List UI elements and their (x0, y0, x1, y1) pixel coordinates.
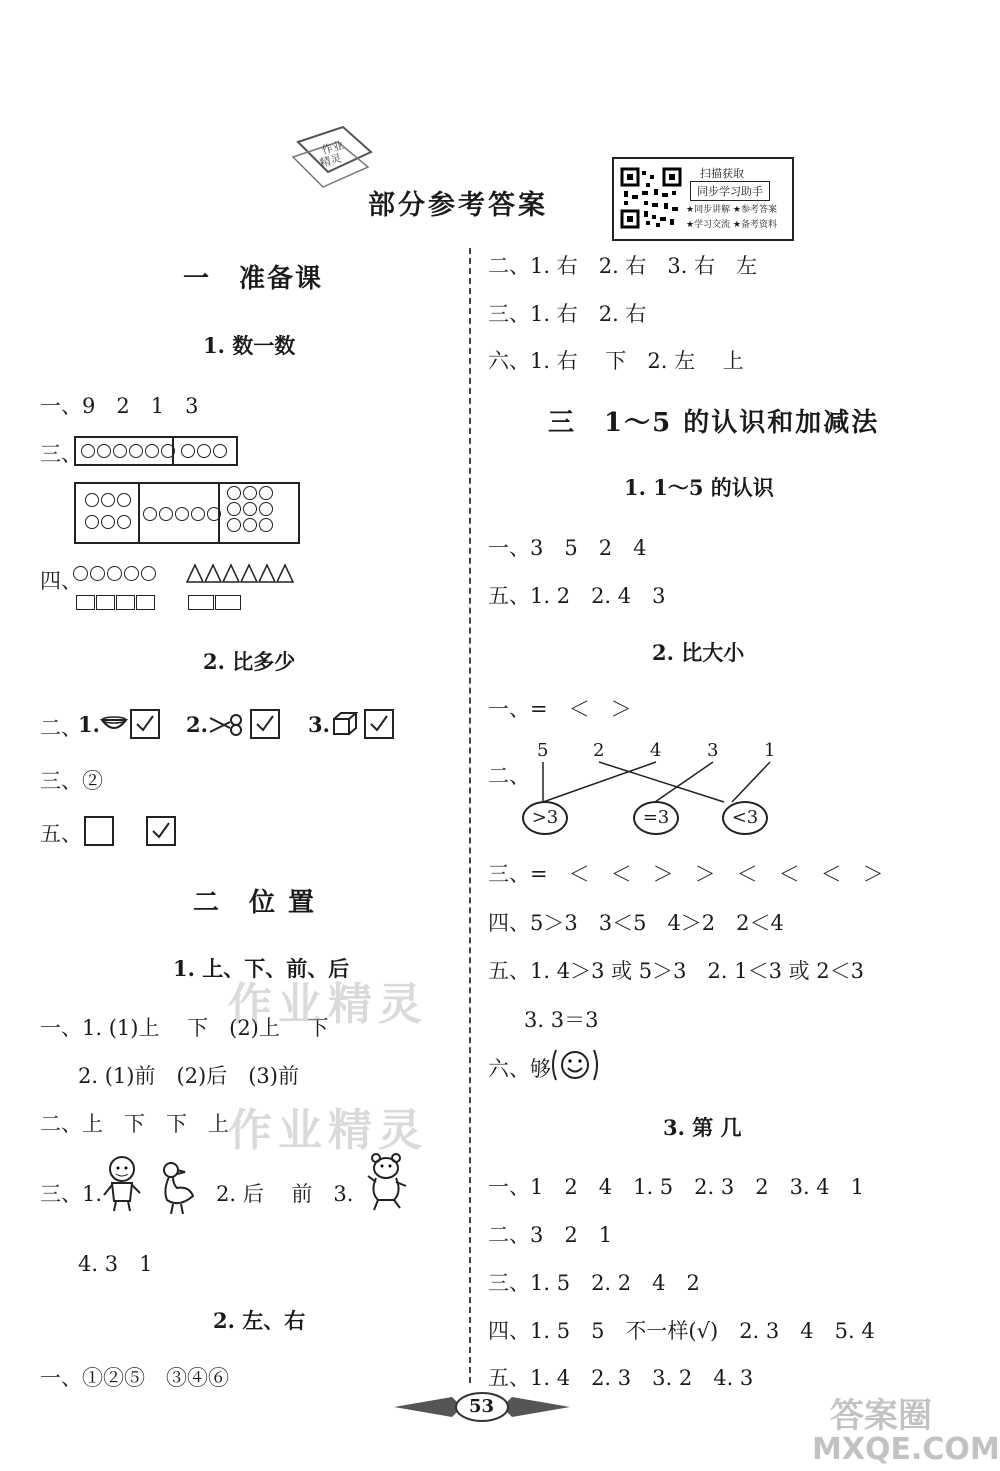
answer-line: 三、② (40, 769, 103, 793)
checkbox-checked (250, 709, 280, 739)
section-title: 2. 比多少 (203, 649, 296, 674)
chapter-3-title: 三 1～5 的认识和加减法 (548, 408, 880, 438)
duck-icon (155, 1160, 199, 1216)
answer-line: 3. 3＝3 (524, 1008, 599, 1032)
answer-number: 3. (308, 712, 330, 737)
watermark: 作业精灵 (228, 1105, 428, 1156)
square-row (76, 595, 156, 614)
answer-line: 四、5＞3 3＜5 4＞2 2＜4 (488, 911, 784, 935)
qr-code-panel[interactable] (612, 157, 794, 241)
answer-line: 三、1. 5 2. 2 4 2 (488, 1271, 700, 1295)
qr-line-2: ★学习交流 ★备考资料 (686, 220, 777, 230)
checkbox-checked (146, 816, 176, 846)
comparison-ring: <3 (722, 801, 768, 835)
answer-prefix: 四、 (40, 569, 82, 593)
stamp-logo (283, 122, 378, 192)
answer-line: 三、= ＜ ＜ ＞ ＞ ＜ ＜ ＜ ＞ (488, 862, 884, 886)
corner-site-text: MXQE.COM (812, 1432, 1000, 1467)
monkey-icon (100, 1155, 144, 1213)
checkbox-empty (84, 816, 114, 846)
page-number: 53 (469, 1396, 495, 1417)
answer-line: 六、够 (488, 1057, 551, 1081)
answer-number: 1. (78, 712, 100, 737)
column-divider (469, 248, 471, 1383)
answer-line: 2. (1)前 (2)后 (3)前 (78, 1064, 299, 1088)
answer-line: 4. 3 1 (78, 1252, 153, 1276)
corner-logo: 答案圈 (830, 1396, 932, 1436)
comparison-ring: =3 (633, 801, 679, 835)
answer-prefix: 二、 (40, 716, 82, 740)
answer-line: 五、1. 2 2. 4 3 (488, 584, 666, 608)
dot-count-box (74, 482, 300, 544)
answer-prefix: 三、 (40, 442, 82, 466)
answer-line: 一、9 2 1 3 (40, 394, 199, 418)
chapter-1-title: 一 准备课 (183, 264, 324, 294)
cube-icon (332, 711, 358, 737)
section-title: 1. 1～5 的认识 (624, 475, 774, 500)
circle-group-box (74, 436, 238, 466)
answer-line: 二、1. 右 2. 右 3. 右 左 (488, 254, 758, 278)
answer-line: 四、1. 5 5 不一样(√) 2. 3 4 5. 4 (488, 1319, 875, 1343)
answer-line: 六、1. 右 下 2. 左 上 (488, 349, 744, 373)
section-title: 1. 上、下、前、后 (173, 956, 350, 981)
svg-text:精灵: 精灵 (318, 151, 344, 170)
triangle-row (186, 563, 296, 583)
answer-line: 五、1. 4 2. 3 3. 2 4. 3 (488, 1366, 754, 1390)
match-number: 2 (593, 740, 605, 761)
match-number: 4 (650, 740, 662, 761)
answer-line: 一、①②⑤ ③④⑥ (40, 1366, 229, 1390)
section-title: 2. 比大小 (652, 640, 745, 665)
answer-line: 三、1. 右 2. 右 (488, 302, 647, 326)
bear-icon (364, 1152, 410, 1212)
checkbox-checked (130, 709, 160, 739)
answer-line: 一、1 2 4 1. 5 2. 3 2 3. 4 1 (488, 1175, 865, 1199)
watermark: 作业精灵 (228, 979, 428, 1030)
bowl-icon (100, 714, 128, 736)
square-row (188, 595, 242, 614)
chapter-2-title: 二 位 置 (193, 888, 317, 918)
section-title: 1. 数一数 (203, 333, 296, 358)
match-number: 3 (707, 740, 719, 761)
match-number: 5 (537, 740, 549, 761)
answer-number: 2. (186, 712, 208, 737)
scissors-icon (208, 714, 244, 736)
comparison-ring: >3 (522, 801, 568, 835)
answer-line: 一、= ＜ ＞ (488, 697, 632, 721)
page-title: 部分参考答案 (368, 190, 548, 221)
section-title: 2. 左、右 (213, 1308, 306, 1333)
qr-caption: 扫描获取 (700, 167, 744, 180)
smiley-icon (550, 1048, 600, 1082)
answer-prefix: 二、 (488, 764, 530, 788)
qr-code-icon (620, 167, 682, 229)
answer-prefix: 三、1. (40, 1182, 103, 1206)
qr-line-1: ★同步讲解 ★参考答案 (686, 205, 777, 215)
answer-line: 二、3 2 1 (488, 1223, 613, 1247)
answer-line: 二、上 下 下 上 (40, 1112, 229, 1136)
checkbox-checked (364, 709, 394, 739)
answer-line: 一、1. (1)上 下 (2)上 下 (40, 1016, 329, 1040)
svg-text:作业: 作业 (320, 138, 346, 157)
qr-button[interactable]: 同步学习助手 (690, 181, 770, 201)
answer-line: 一、3 5 2 4 (488, 536, 647, 560)
answer-line: 2. 后 前 3. (216, 1182, 354, 1206)
match-number: 1 (764, 740, 776, 761)
circle-row (72, 566, 157, 585)
answer-line: 五、1. 4＞3 或 5＞3 2. 1＜3 或 2＜3 (488, 959, 865, 983)
section-title: 3. 第 几 (663, 1115, 742, 1140)
answer-prefix: 五、 (40, 822, 82, 846)
